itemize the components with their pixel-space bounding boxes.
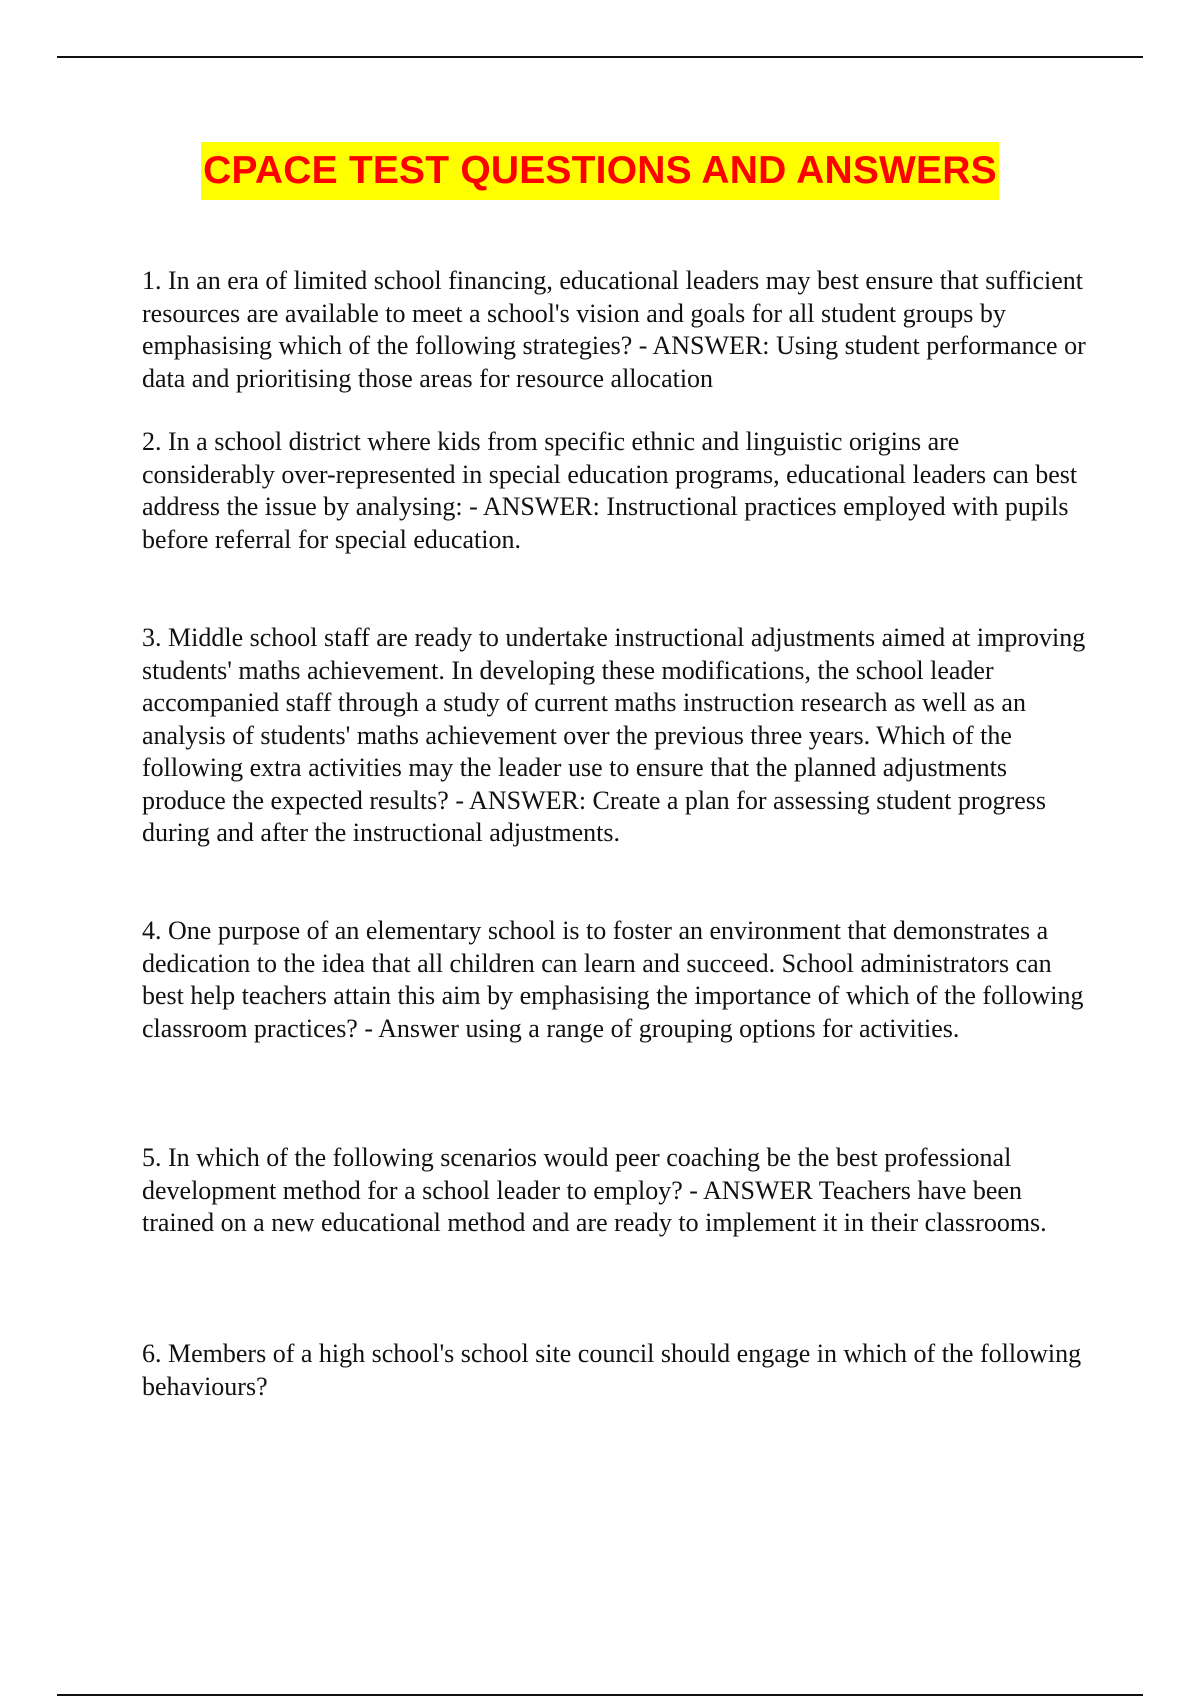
question-text: 6. Members of a high school's school site council should engage in which of the following behaviours? <box>142 1339 1082 1401</box>
question-text: 5. In which of the following scenarios would peer coaching be the best professional development method for a school leader to employ? <box>142 1143 1012 1205</box>
answer-text: - ANSWER: Using student performance or data and prioritising those areas for resource allocation <box>142 331 1086 393</box>
question-text: 1. In an era of limited school financing, educational leaders may best ensure that sufficient resources are available to meet a school's vision and goals for all student groups by emphasising which of the following strategies? <box>142 266 1083 360</box>
question-text: 2. In a school district where kids from specific ethnic and linguistic origins are considerably over-represented in special education programs, educational leaders can best address the issue by analysing: <box>142 427 1078 521</box>
qa-item <box>142 622 1092 850</box>
answer-text: - Answer using a range of grouping options for activities. <box>357 1013 960 1043</box>
question-text: 3. Middle school staff are ready to undertake instructional adjustments aimed at improving students' maths achievement. In developing these modifications, the school leader accompanied staff through a study of current maths instruction research as well as an analysis of students' maths achievement over the previous three years. Which of the following extra activities may the leader use to ensure that the planned adjustments produce the expected results? <box>142 623 1086 815</box>
answer-text: - ANSWER: Instructional practices employed with pupils before referral for special education. <box>142 492 1069 554</box>
bottom-divider <box>57 1694 1143 1696</box>
qa-item <box>142 426 1092 556</box>
answer-text: - ANSWER Teachers have been trained on a new educational method and are ready to implement it in their classrooms. <box>142 1175 1047 1237</box>
qa-item <box>142 1338 1092 1403</box>
qa-item <box>142 1142 1092 1240</box>
question-text: 4. One purpose of an elementary school is to foster an environment that demonstrates a dedication to the idea that all children can learn and succeed. School administrators can best help teachers attain this aim by emphasising the importance of which of the following classroom practices? <box>142 916 1084 1043</box>
title-container <box>0 142 1200 200</box>
top-divider <box>57 56 1143 58</box>
qa-item <box>142 265 1092 395</box>
document-title: CPACE TEST QUESTIONS AND ANSWERS <box>201 142 999 200</box>
answer-text: - ANSWER: Create a plan for assessing student progress during and after the instructional adjustments. <box>142 785 1046 847</box>
qa-item <box>142 915 1092 1045</box>
